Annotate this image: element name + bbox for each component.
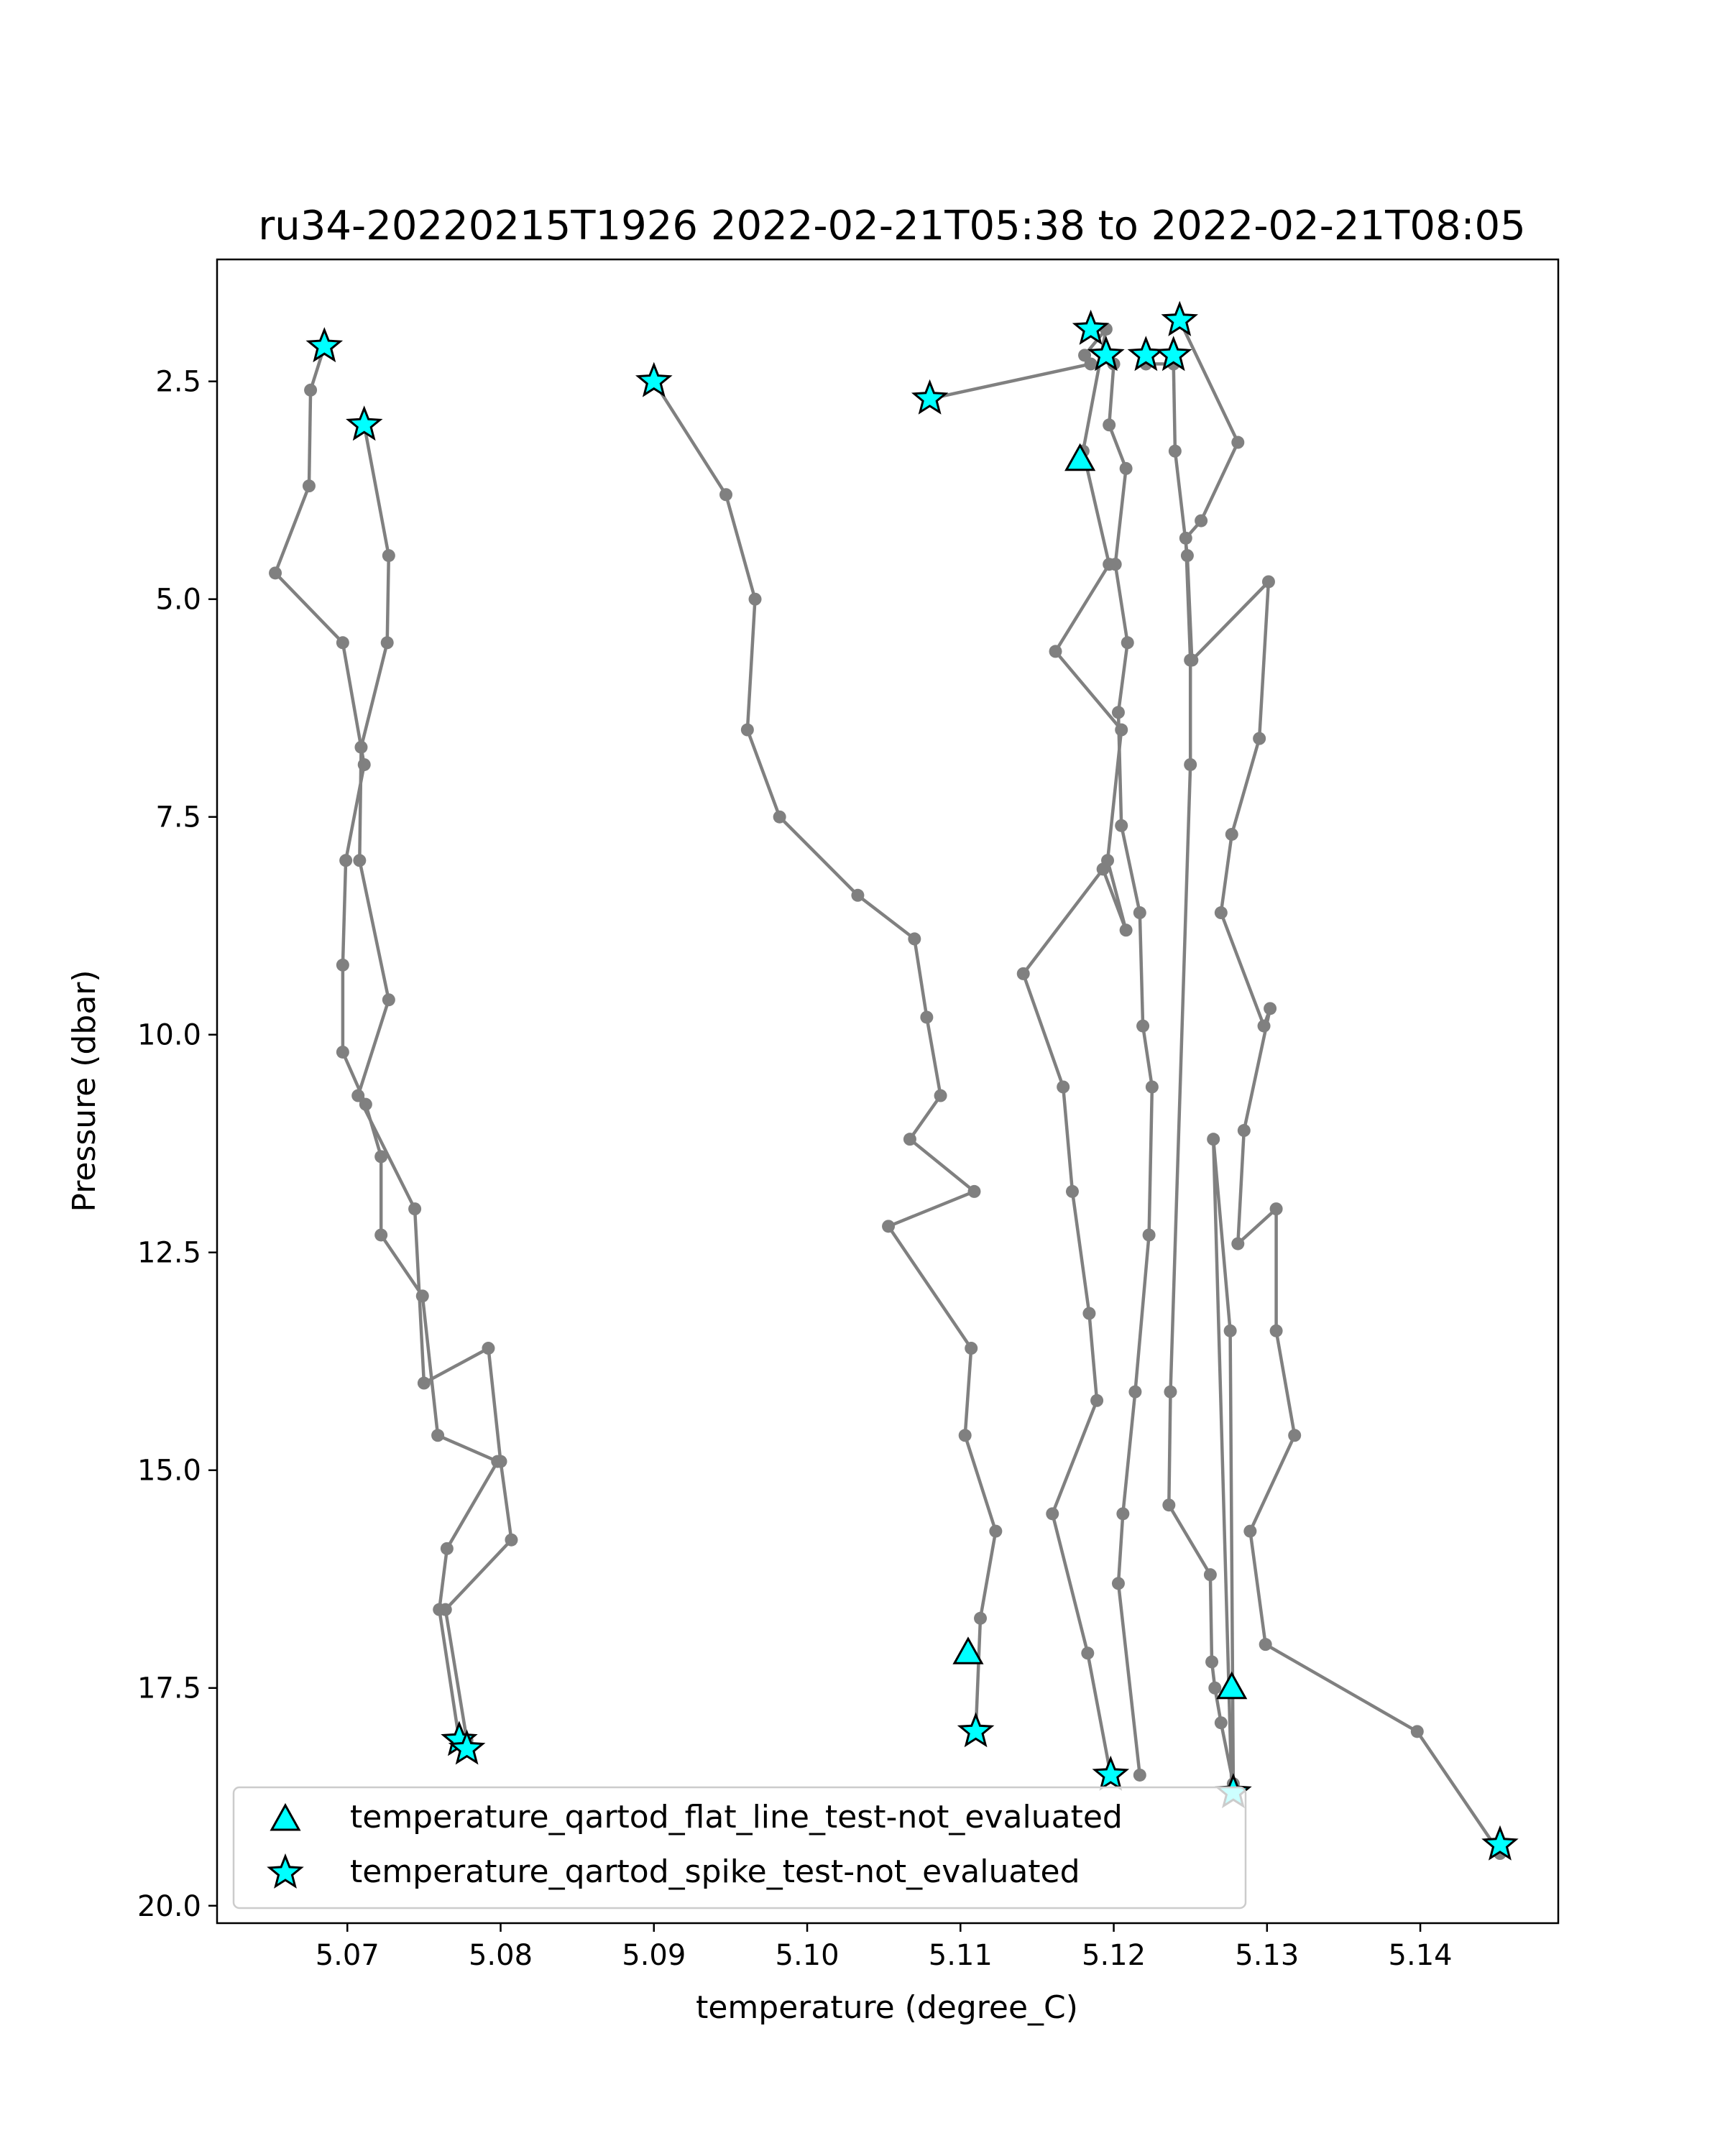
x-axis xyxy=(316,1923,1453,1972)
y-tick-label: 2.5 xyxy=(155,365,201,399)
data-point xyxy=(1205,1655,1218,1668)
x-axis-label: temperature (degree_C) xyxy=(696,1989,1078,2026)
legend-label-spike: temperature_qartod_spike_test-not_evaluated xyxy=(350,1853,1080,1890)
data-point xyxy=(1121,636,1134,649)
data-point xyxy=(441,1542,454,1555)
data-point xyxy=(1262,575,1275,588)
profile-line xyxy=(358,425,511,1740)
data-point xyxy=(431,1429,444,1442)
data-point xyxy=(1078,349,1091,361)
data-point xyxy=(1195,515,1208,528)
x-tick-label: 5.13 xyxy=(1235,1939,1300,1972)
data-point xyxy=(1204,1568,1217,1581)
flat-line-marker xyxy=(1218,1674,1246,1698)
data-point xyxy=(303,479,316,492)
data-point xyxy=(1208,1682,1221,1695)
data-point xyxy=(1133,906,1146,919)
spike-marker xyxy=(308,330,340,360)
data-point xyxy=(382,993,395,1006)
data-point xyxy=(1215,906,1228,919)
data-point xyxy=(1238,1124,1251,1137)
data-point xyxy=(1143,1228,1156,1241)
data-point xyxy=(1017,967,1030,980)
spike-marker xyxy=(960,1715,992,1745)
data-point xyxy=(336,1046,349,1059)
data-point xyxy=(1207,1133,1220,1146)
data-point xyxy=(1259,1638,1272,1651)
data-point xyxy=(1162,1498,1175,1511)
data-point xyxy=(1103,418,1116,431)
data-point xyxy=(439,1603,452,1616)
data-point xyxy=(351,1089,364,1102)
y-tick-label: 15.0 xyxy=(137,1454,201,1488)
spike-marker xyxy=(1095,1759,1126,1789)
data-point xyxy=(920,1010,933,1023)
data-point xyxy=(1046,1507,1059,1520)
x-tick-label: 5.14 xyxy=(1388,1939,1453,1972)
series-layer xyxy=(269,314,1506,1860)
data-point xyxy=(1181,549,1194,562)
data-point xyxy=(1231,1238,1244,1250)
data-point xyxy=(1258,1020,1271,1033)
data-point xyxy=(882,1220,895,1233)
data-point xyxy=(1115,819,1128,832)
data-point xyxy=(974,1612,987,1625)
data-point xyxy=(1128,1386,1141,1399)
data-point xyxy=(959,1429,972,1442)
data-point xyxy=(374,1228,387,1241)
y-tick-label: 20.0 xyxy=(137,1889,201,1923)
data-point xyxy=(354,741,367,754)
data-point xyxy=(934,1089,947,1102)
data-point xyxy=(339,854,352,867)
data-point xyxy=(1169,445,1182,458)
data-point xyxy=(1136,1020,1149,1033)
data-point xyxy=(908,932,921,945)
y-tick-label: 10.0 xyxy=(137,1018,201,1052)
data-point xyxy=(1115,724,1128,737)
data-point xyxy=(1090,1394,1103,1407)
data-point xyxy=(269,566,282,579)
data-point xyxy=(1231,436,1244,449)
x-tick-label: 5.08 xyxy=(468,1939,533,1972)
profile-line xyxy=(930,329,1126,1775)
flat-line-marker xyxy=(1067,446,1094,470)
data-point xyxy=(1224,1325,1237,1337)
data-point xyxy=(1270,1202,1283,1215)
legend-label-flat-line: temperature_qartod_flat_line_test-not_evaluated xyxy=(350,1799,1123,1835)
data-point xyxy=(418,1377,431,1390)
data-point xyxy=(1133,1769,1146,1782)
data-point xyxy=(1146,1080,1159,1093)
data-point xyxy=(482,1342,494,1355)
profile-line xyxy=(1146,364,1500,1853)
data-point xyxy=(494,1455,507,1468)
data-point xyxy=(1185,654,1198,667)
y-tick-label: 12.5 xyxy=(137,1236,201,1270)
spike-marker xyxy=(638,365,670,395)
data-point xyxy=(1120,462,1133,475)
x-tick-label: 5.09 xyxy=(622,1939,686,1972)
data-point xyxy=(1112,706,1125,719)
chart-title: ru34-20220215T1926 2022-02-21T05:38 to 2022-02-21T08:05 xyxy=(258,203,1526,249)
data-point xyxy=(336,959,349,972)
data-point xyxy=(967,1185,980,1198)
data-point xyxy=(1097,862,1110,875)
data-point xyxy=(1184,758,1197,771)
x-tick-label: 5.10 xyxy=(775,1939,840,1972)
x-tick-label: 5.11 xyxy=(928,1939,993,1972)
data-point xyxy=(851,889,864,902)
data-point xyxy=(719,488,732,501)
data-point xyxy=(965,1342,978,1355)
data-point xyxy=(1057,1080,1070,1093)
data-point xyxy=(1116,1507,1129,1520)
data-point xyxy=(1082,1307,1095,1320)
data-point xyxy=(903,1133,916,1146)
profile-line xyxy=(1109,364,1152,1775)
y-tick-label: 7.5 xyxy=(155,801,201,834)
data-point xyxy=(1215,1716,1228,1729)
data-point xyxy=(1411,1725,1424,1738)
x-tick-label: 5.07 xyxy=(315,1939,380,1972)
legend xyxy=(234,1787,1246,1908)
data-point xyxy=(1288,1429,1301,1442)
data-point xyxy=(408,1202,421,1215)
data-point xyxy=(1120,923,1133,936)
spike-marker xyxy=(1075,313,1107,343)
y-tick-label: 17.5 xyxy=(137,1672,201,1705)
data-point xyxy=(1225,828,1238,841)
spike-marker xyxy=(914,382,946,413)
data-point xyxy=(304,384,317,397)
data-point xyxy=(1109,558,1122,571)
profile-line xyxy=(654,382,996,1732)
data-point xyxy=(381,636,394,649)
data-point xyxy=(1081,1646,1094,1659)
data-point xyxy=(1264,1002,1276,1015)
data-point xyxy=(1243,1525,1256,1538)
x-tick-label: 5.12 xyxy=(1082,1939,1146,1972)
data-point xyxy=(1066,1185,1079,1198)
data-point xyxy=(989,1525,1002,1538)
data-point xyxy=(1164,1386,1177,1399)
data-point xyxy=(1112,1577,1125,1590)
y-tick-label: 5.0 xyxy=(155,583,201,617)
data-point xyxy=(336,636,349,649)
y-axis-label: Pressure (dbar) xyxy=(66,969,103,1212)
marker-layer xyxy=(308,304,1515,1858)
plot-frame xyxy=(217,259,1558,1923)
data-point xyxy=(749,593,762,606)
data-point xyxy=(382,549,395,562)
data-point xyxy=(1049,645,1062,658)
data-point xyxy=(741,724,754,737)
profile-line xyxy=(1169,321,1238,1792)
data-point xyxy=(505,1534,518,1547)
data-point xyxy=(353,854,366,867)
data-point xyxy=(773,811,786,824)
spike-marker xyxy=(1164,304,1195,334)
data-point xyxy=(1253,732,1266,745)
data-point xyxy=(1270,1325,1283,1337)
y-axis xyxy=(137,366,217,1923)
